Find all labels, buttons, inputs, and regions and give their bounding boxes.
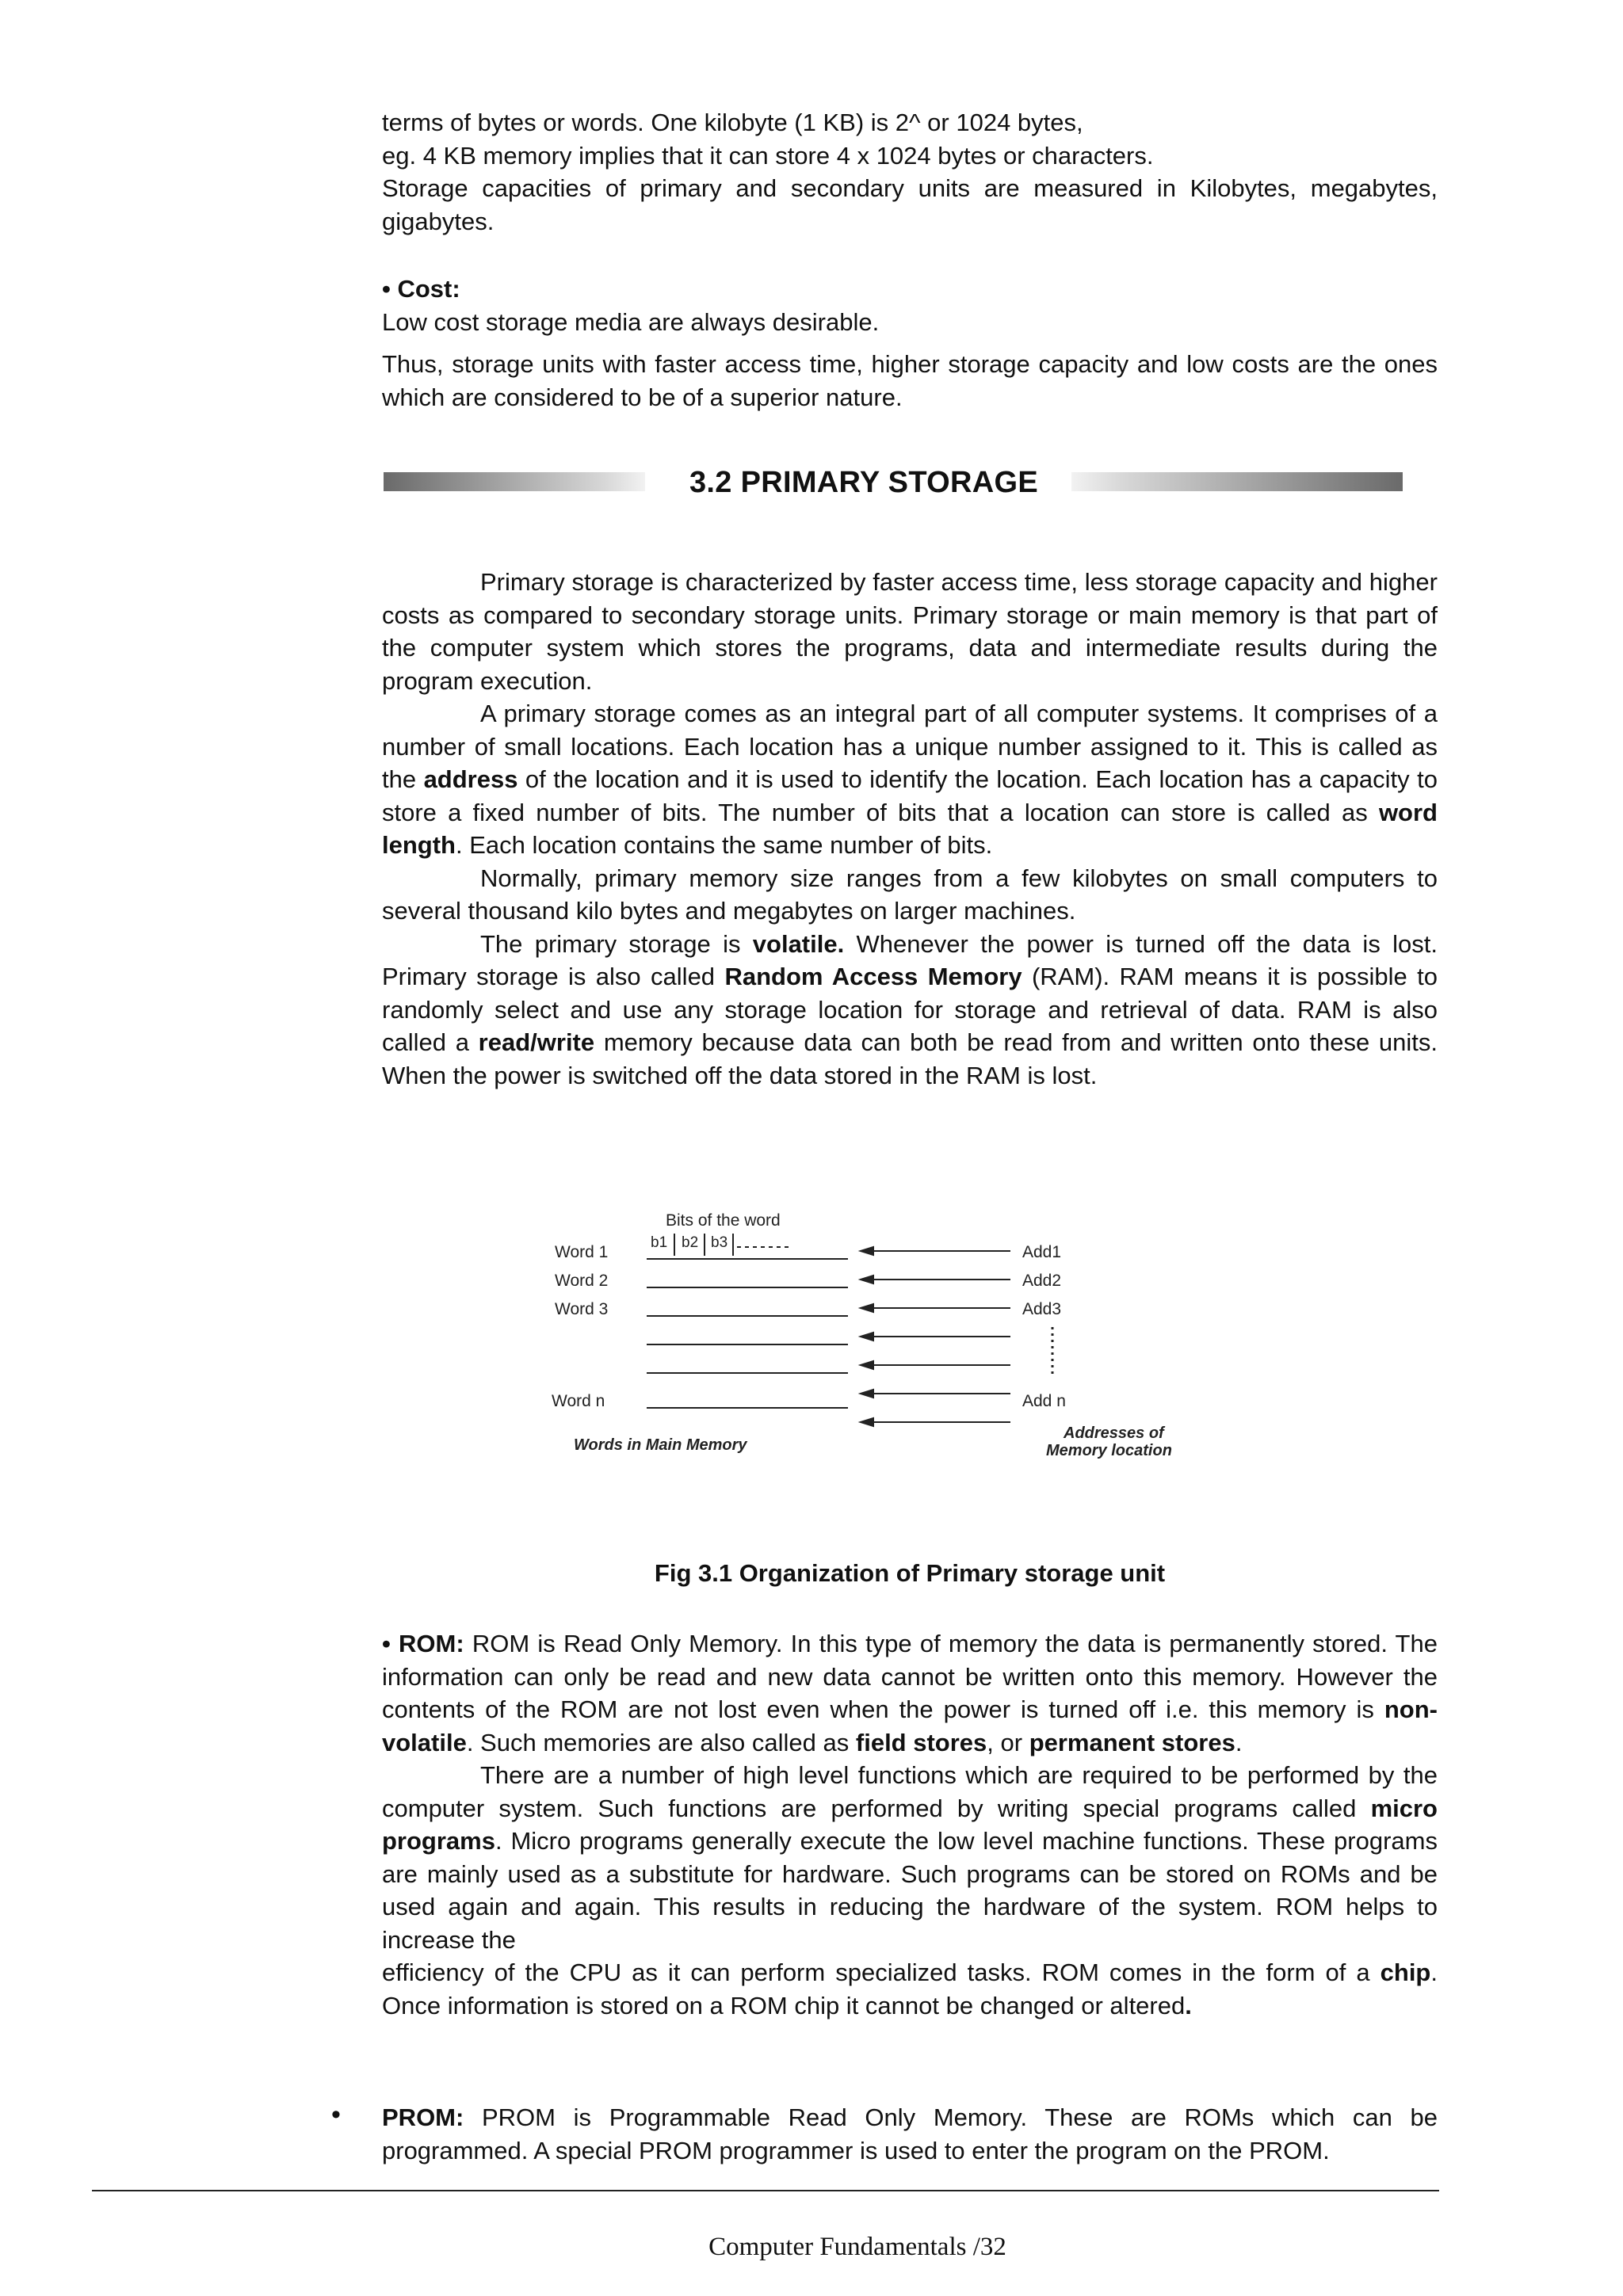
- rom-block: [382, 1627, 1438, 2022]
- addresses-caption-1: Addresses of: [1064, 1425, 1164, 1442]
- address-arrows: [861, 1247, 1010, 1426]
- section-title: 3.2 PRIMARY STORAGE: [689, 466, 1038, 499]
- bit-b2: b2: [682, 1234, 699, 1251]
- intro-line-1: terms of bytes or words. One kilobyte (1 KB) is 2^ or 1024 bytes,: [382, 109, 1083, 136]
- address-n-label: Add n: [1022, 1392, 1066, 1410]
- address-3-label: Add3: [1022, 1300, 1062, 1318]
- intro-block: [382, 106, 1438, 238]
- paragraph-5: There are a number of high level functions which are required to be performed by the computer system. Such functions are performed by writing special programs called micro programs. Micro programs generally execute the low level machine functions. These programs are mainly used as a substitute for hardware. Such programs can be stored on ROMs and be used again and again. This results in reducing the hardware of the system. ROM helps to increase the: [382, 1761, 1438, 1954]
- cost-heading: • Cost:: [382, 275, 460, 303]
- word-lines: [647, 1259, 848, 1408]
- page-footer: Computer Fundamentals /32: [708, 2233, 1006, 2261]
- address-2-label: Add2: [1022, 1272, 1062, 1290]
- paragraph-2: A primary storage comes as an integral part of all computer systems. It comprises of a number of small locations. Each location has a unique number assigned to it. This is called as the address of the location and it is used to identify the location. Each location has a capacity to store a fixed number of bits. The number of bits that a location can store is called as word length. Each location contains the same number of bits.: [382, 700, 1438, 859]
- word-1-label: Word 1: [555, 1243, 609, 1261]
- word-2-label: Word 2: [555, 1272, 609, 1290]
- figure-caption: Fig 3.1 Organization of Primary storage unit: [654, 1559, 1166, 1587]
- words-caption: Words in Main Memory: [574, 1436, 747, 1454]
- paragraph-3: Normally, primary memory size ranges from a few kilobytes on small computers to several thousand kilo bytes and megabytes on larger machines.: [382, 864, 1438, 925]
- footer-rule: [92, 2190, 1439, 2191]
- addresses-caption-2: Memory location: [1046, 1442, 1172, 1459]
- paragraph-1: Primary storage is characterized by faster access time, less storage capacity and higher costs as compared to secondary storage units. Primary storage or main memory is that part of the computer system which stores the programs, data and intermediate results during the program execution.: [382, 568, 1438, 695]
- bit-b1: b1: [651, 1234, 668, 1251]
- intro-line-2: eg. 4 KB memory implies that it can store 4 x 1024 bytes or characters.: [382, 141, 1154, 170]
- intro-paragraph: Storage capacities of primary and secondary units are measured in Kilobytes, megabytes, gigabytes.: [382, 174, 1438, 235]
- rom-paragraph: • ROM: ROM is Read Only Memory. In this type of memory the data is permanently stored. The information can only be read and new data cannot be written onto this memory. However the contents of the ROM are not lost even when the power is turned off i.e. this memory is non-volatile. Such memories are also called as field stores, or permanent stores.: [382, 1630, 1438, 1756]
- prom-paragraph: PROM: PROM is Programmable Read Only Memory. These are ROMs which can be programmed. A special PROM programmer is used to enter the program on the PROM.: [382, 2103, 1438, 2164]
- primary-storage-text: [382, 566, 1438, 1092]
- bit-b3: b3: [711, 1234, 728, 1251]
- prom-bullet: •: [331, 2100, 341, 2130]
- memory-organization-figure: [547, 1208, 1244, 1470]
- word-3-label: Word 3: [555, 1300, 609, 1318]
- cost-paragraph: Thus, storage units with faster access time, higher storage capacity and low costs are the ones which are considered to be of a superior nature.: [382, 350, 1438, 411]
- cost-line-1: Low cost storage media are always desirable.: [382, 307, 880, 336]
- section-bar-left: [384, 472, 645, 491]
- cost-block: [382, 273, 1438, 414]
- address-1-label: Add1: [1022, 1243, 1062, 1261]
- word-n-label: Word n: [552, 1392, 605, 1410]
- paragraph-4: The primary storage is volatile. Whenever the power is turned off the data is lost. Primary storage is also called Random Access Memory (RAM). RAM means it is possible to randomly select and use any storage location for storage and retrieval of data. RAM is also called a read/write memory because data can both be read from and written onto these units. When the power is switched off the data stored in the RAM is lost.: [382, 929, 1438, 1089]
- bits-label: Bits of the word: [666, 1211, 781, 1230]
- section-bar-right: [1071, 472, 1403, 491]
- prom-block: [382, 2101, 1438, 2167]
- paragraph-6: efficiency of the CPU as it can perform specialized tasks. ROM comes in the form of a chip. Once information is stored on a ROM chip it cannot be changed or altered.: [382, 1958, 1438, 2019]
